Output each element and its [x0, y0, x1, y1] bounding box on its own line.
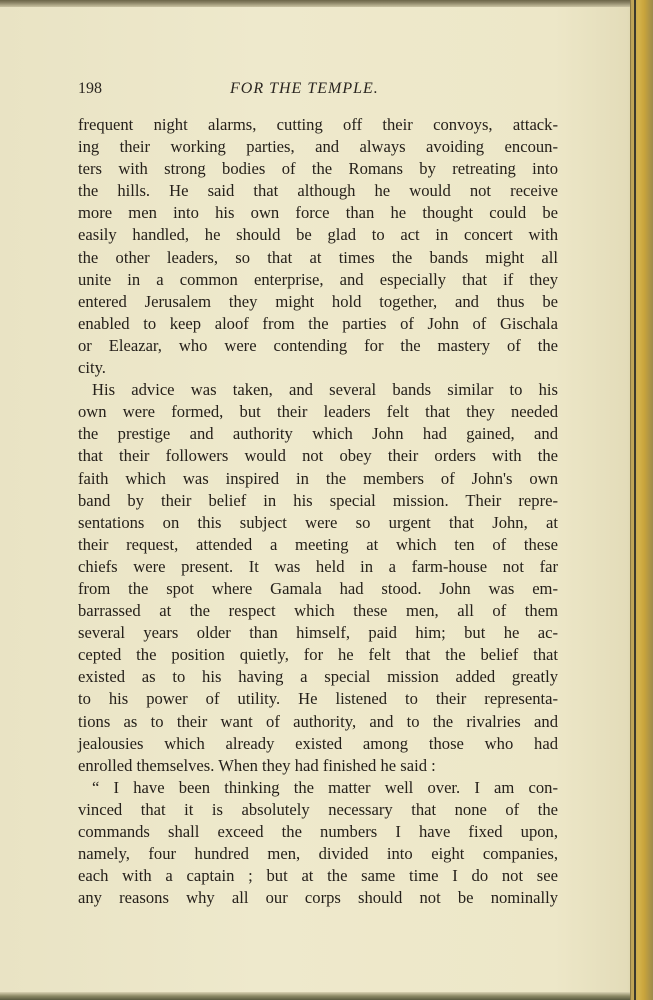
- text-line: easily handled, he should be glad to act in concert with: [78, 225, 558, 245]
- text-line: tions as to their want of authority, and to the rivalries and: [78, 711, 558, 731]
- text-line: chiefs were present. It was held in a farm-house not far: [78, 556, 558, 576]
- text-line: cepted the position quietly, for he felt that the belief that: [78, 645, 558, 665]
- text-line: several years older than himself, paid him; but he ac-: [78, 623, 558, 643]
- text-line: that their followers would not obey their orders with the: [78, 446, 558, 466]
- text-line: barrassed at the respect which these men, all of them: [78, 601, 558, 621]
- body-text: [78, 114, 558, 909]
- text-line: to his power of utility. He listened to their representa-: [78, 689, 558, 709]
- text-line: band by their belief in his special mission. Their repre-: [78, 490, 558, 510]
- running-title: FOR THE TEMPLE.: [230, 80, 379, 97]
- text-line: the prestige and authority which John had gained, and: [78, 424, 558, 444]
- page-number: 198: [78, 80, 102, 97]
- page-top-edge: [0, 0, 653, 7]
- text-line: namely, four hundred men, divided into eight companies,: [78, 844, 558, 864]
- page-bottom-edge: [0, 992, 653, 1000]
- text-line: enrolled themselves. When they had finished he said :: [78, 755, 436, 775]
- text-line: jealousies which already existed among those who had: [78, 733, 558, 753]
- text-line: more men into his own force than he thought could be: [78, 203, 558, 223]
- text-line: the hills. He said that although he would not receive: [78, 181, 558, 201]
- text-line: existed as to his having a special mission added greatly: [78, 667, 558, 687]
- text-line: ters with strong bodies of the Romans by retreating into: [78, 159, 558, 179]
- text-line: vinced that it is absolutely necessary that none of the: [78, 799, 558, 819]
- text-line: frequent night alarms, cutting off their convoys, attack-: [78, 115, 558, 134]
- text-line: entered Jerusalem they might hold together, and thus be: [78, 291, 558, 311]
- book-binding-edge: [630, 0, 653, 1000]
- text-line: their request, attended a meeting at which ten of these: [78, 534, 558, 554]
- text-line: ing their working parties, and always avoiding encoun-: [78, 137, 558, 157]
- text-line: or Eleazar, who were contending for the mastery of the: [78, 335, 558, 355]
- text-line: faith which was inspired in the members of John's own: [78, 468, 558, 488]
- text-line: the other leaders, so that at times the bands might all: [78, 247, 558, 267]
- text-line: own were formed, but their leaders felt that they needed: [78, 402, 558, 422]
- text-line: city.: [78, 358, 106, 378]
- running-header: [78, 80, 556, 102]
- text-line: enabled to keep aloof from the parties of John of Gischala: [78, 313, 558, 333]
- text-line: unite in a common enterprise, and especially that if they: [78, 269, 558, 289]
- text-line: each with a captain ; but at the same time I do not see: [78, 866, 558, 886]
- text-line: His advice was taken, and several bands similar to his: [92, 380, 558, 400]
- text-line: “ I have been thinking the matter well over. I am con-: [92, 777, 558, 797]
- text-line: sentations on this subject were so urgent that John, at: [78, 512, 558, 532]
- text-line: from the spot where Gamala had stood. John was em-: [78, 578, 558, 598]
- text-line: commands shall exceed the numbers I have fixed upon,: [78, 822, 558, 841]
- text-line: any reasons why all our corps should not be nominally: [78, 888, 558, 908]
